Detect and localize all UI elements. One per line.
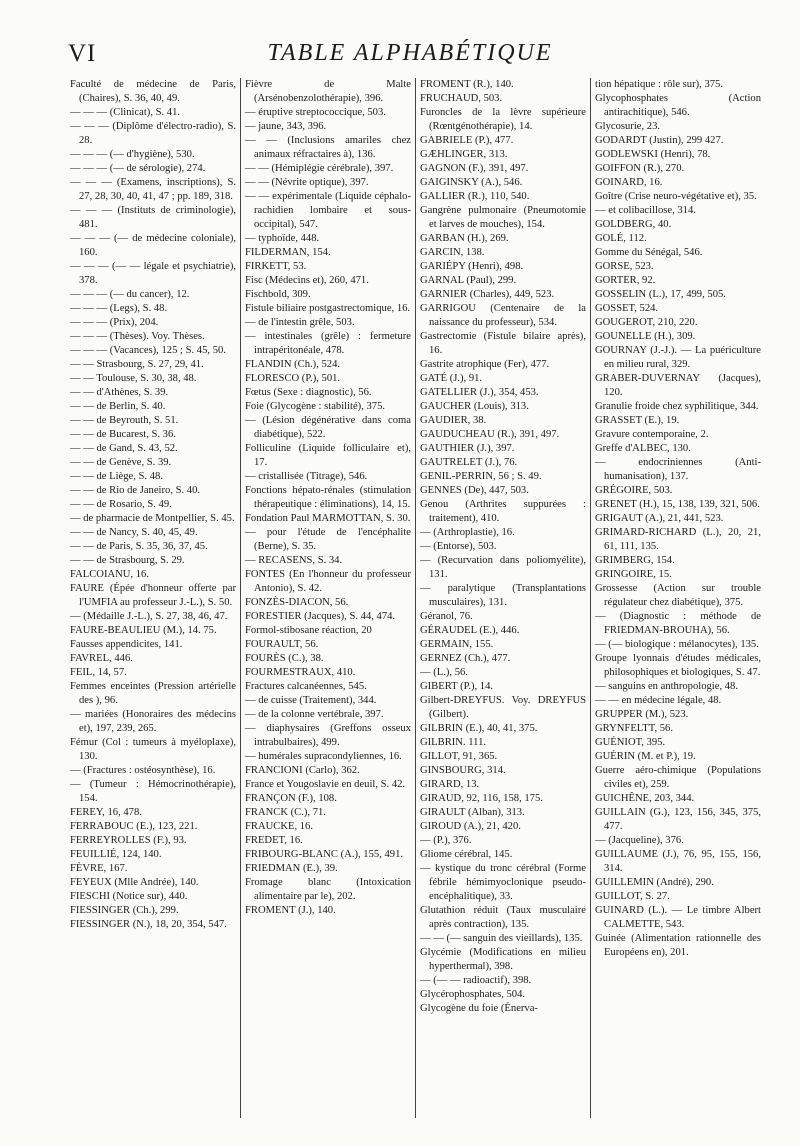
index-entry: GRÉGOIRE, 503. (595, 485, 673, 496)
index-entry: Guerre aéro-chimique (Populations civiles et), 259. (595, 765, 761, 790)
index-entry: FRIBOURG-BLANC (A.), 155, 491. (245, 849, 404, 860)
index-entry: GORSE, 523. (595, 261, 654, 272)
index-entry: GRYNFELTT, 56. (595, 723, 673, 734)
index-entry: GAIGINSKY (A.), 546. (420, 177, 523, 188)
index-entry: Fischbold, 309. (245, 289, 311, 300)
index-entry: FOURAULT, 56. (245, 639, 319, 650)
index-entry: — — de Gand, S. 43, 52. (70, 443, 178, 454)
index-entry: GORTER, 92. (595, 275, 656, 286)
index-entry: GÉRAUDEL (E.), 446. (420, 625, 520, 636)
index-entry: FIESSINGER (Ch.), 299. (70, 905, 179, 916)
index-entry: — — en médecine légale, 48. (595, 695, 722, 706)
index-entry: FILDERMAN, 154. (245, 247, 331, 258)
index-entry: Foie (Glycogène : stabilité), 375. (245, 401, 386, 412)
index-entry: Gastrite atrophique (Fer), 477. (420, 359, 550, 370)
index-entry: Furoncles de la lèvre supérieure (Rœntgénothérapie), 14. (420, 107, 586, 132)
index-entry: — (L.), 56. (420, 667, 468, 678)
index-entry: Fonctions hépato-rénales (stimulation thérapeutique : éliminations), 14, 15. (245, 485, 411, 510)
index-entry: — — (Névrite optique), 397. (245, 177, 369, 188)
index-entry: — endocriniennes (Anti-humanisation), 137. (595, 457, 761, 482)
index-entry: Gastrectomie (Fistule bilaire après), 16. (420, 331, 586, 356)
page-number: VI (68, 40, 97, 67)
index-entry: GOSSET, 524. (595, 303, 659, 314)
index-entry: — (Tumeur : Hémocrinothérapie), 154. (70, 779, 236, 804)
index-entry: GOLDBERG, 40. (595, 219, 672, 230)
index-entry: — humérales supracondyliennes, 16. (245, 751, 402, 762)
index-entry: FLORESCO (P.), 501. (245, 373, 341, 384)
index-entry: — — Strasbourg, S. 27, 29, 41. (70, 359, 204, 370)
index-entry: — — de Beyrouth, S. 51. (70, 415, 179, 426)
index-entry: GOURNAY (J.-J.). — La puériculture en milieu rural, 329. (595, 345, 761, 370)
index-entry: — — — (Legs), S. 48. (70, 303, 168, 314)
index-entry: Fondation Paul MARMOTTAN, S. 30. (245, 513, 411, 524)
index-entry: — — d'Athènes, S. 39. (70, 387, 169, 398)
index-entry: Formol-stibosane réaction, 20 (245, 625, 372, 636)
index-entry: Guinée (Alimentation rationnelle des Européens en), 201. (595, 933, 761, 958)
index-entry: — typhoïde, 448. (245, 233, 320, 244)
index-entry: — — — (Diplôme d'électro-radio), S. 28. (70, 121, 236, 146)
index-column-3 (415, 78, 590, 1118)
index-entry: Fièvre de Malte (Arsénobenzolothérapie), 396. (245, 79, 411, 104)
index-entry: GUINARD (L.). — Le timbre Albert CALMETTE, 543. (595, 905, 761, 930)
index-column-4 (590, 78, 765, 1118)
index-entry: Glutathion réduit (Taux musculaire après contraction), 135. (420, 905, 586, 930)
index-entry: — — — (Examens, inscriptions), S. 27, 28, 30, 40, 41, 47 ; pp. 189, 318. (70, 177, 236, 202)
index-entry: FEYEUX (Mlle Andrée), 140. (70, 877, 199, 888)
index-entry: GAUDUCHEAU (R.), 391, 497. (420, 429, 560, 440)
index-entry: GAUTRELET (J.), 76. (420, 457, 518, 468)
index-column-1 (70, 78, 240, 1118)
page-header (60, 40, 760, 80)
index-entry: — (— — radioactif), 398. (420, 975, 532, 986)
index-entry: Fractures calcanéennes, 545. (245, 681, 367, 692)
index-entry: — — de Rosario, S. 49. (70, 499, 172, 510)
index-entry: — — — (Clinicat), S. 41. (70, 107, 181, 118)
index-entry: GÆHLINGER, 313. (420, 149, 508, 160)
index-entry: FALCOIANU, 16. (70, 569, 149, 580)
index-entry: — — — (Thèses). Voy. Thèses. (70, 331, 205, 342)
index-entry: Femmes enceintes (Pression artérielle des ), 96. (70, 681, 236, 706)
index-entry: GERMAIN, 155. (420, 639, 494, 650)
page-title: TABLE ALPHABÉTIQUE (267, 40, 553, 66)
index-entry: GIBERT (P.), 14. (420, 681, 494, 692)
index-entry: Greffe d'ALBEC, 130. (595, 443, 691, 454)
index-entry: — éruptive streptococcique, 503. (245, 107, 386, 118)
index-entry: FRANCIONI (Carlo), 362. (245, 765, 360, 776)
index-entry: GOUNELLE (H.), 309. (595, 331, 696, 342)
index-entry: FAVREL, 446. (70, 653, 133, 664)
index-entry: Fœtus (Sexe : diagnostic), 56. (245, 387, 372, 398)
index-entry: Glycogène du foie (Énerva- (420, 1003, 538, 1014)
index-column-2 (240, 78, 415, 1118)
index-entry: GRASSET (E.), 19. (595, 415, 680, 426)
index-entry: GIRAULT (Alban), 313. (420, 807, 525, 818)
index-entry: FÈVRE, 167. (70, 863, 128, 874)
index-entry: GRIGAUT (A.), 21, 441, 523. (595, 513, 724, 524)
index-entry: FAURE-BEAULIEU (M.), 14. 75. (70, 625, 217, 636)
index-entry: — — — (— de médecine coloniale), 160. (70, 233, 236, 258)
index-entry: GENIL-PERRIN, 56 ; S. 49. (420, 471, 542, 482)
index-entry: — (Entorse), 503. (420, 541, 497, 552)
index-entry: — (Recurvation dans poliomyélite), 131. (420, 555, 586, 580)
index-entry: Grossesse (Action sur trouble régulateur chez diabétique), 375. (595, 583, 761, 608)
index-entry: Glycophosphates (Action antirachitique), 546. (595, 93, 761, 118)
index-entry: GOLÉ, 112. (595, 233, 647, 244)
index-entry: GARNAL (Paul), 299. (420, 275, 517, 286)
index-entry: GENNES (De), 447, 503. (420, 485, 529, 496)
index-entry: — paralytique (Transplantations musculaires), 131. (420, 583, 586, 608)
index-entry: — sanguins en anthropologie, 48. (595, 681, 738, 692)
index-entry: — — (Inclusions amariles chez animaux réfractaires à), 136. (245, 135, 411, 160)
index-entry: GATELLIER (J.), 354, 453. (420, 387, 539, 398)
index-entry: — — — (— de sérologie), 274. (70, 163, 206, 174)
index-entry: Glycosurie, 23. (595, 121, 661, 132)
index-entry: Fisc (Médecins et), 260, 471. (245, 275, 369, 286)
index-entry: FOURMESTRAUX, 410. (245, 667, 356, 678)
index-entry: Gravure contemporaine, 2. (595, 429, 709, 440)
index-entry: GUICHÊNE, 203, 344. (595, 793, 695, 804)
index-entry: GAUCHER (Louis), 313. (420, 401, 529, 412)
index-entry: — (Lésion dégénérative dans coma diabétique), 522. (245, 415, 411, 440)
index-entry: — — de Berlin, S. 40. (70, 401, 166, 412)
index-entry: GOUGEROT, 210, 220. (595, 317, 698, 328)
index-entry: Folliculine (Liquide folliculaire et), 17. (245, 443, 411, 468)
index-entry: FEREY, 16, 478. (70, 807, 142, 818)
index-entry: — RECASENS, S. 34. (245, 555, 343, 566)
index-entry: — — — (Vacances), 125 ; S. 45, 50. (70, 345, 226, 356)
index-entry: — de la colonne vertébrale, 397. (245, 709, 384, 720)
index-entry: FRANCK (C.), 71. (245, 807, 326, 818)
index-entry: — — — (Instituts de criminologie), 481. (70, 205, 236, 230)
index-entry: GIROUD (A.), 21, 420. (420, 821, 521, 832)
index-entry: Fémur (Col : tumeurs à myéloplaxe), 130. (70, 737, 236, 762)
index-entry: — pour l'étude de l'encéphalite (Berne), S. 35. (245, 527, 411, 552)
index-entry: — — expérimentale (Liquide céphalo-rachidien lombaire et sous-occipital), 547. (245, 191, 411, 230)
index-entry: FOURÈS (C.), 38. (245, 653, 324, 664)
index-entry: Fromage blanc (Intoxication alimentaire par le), 202. (245, 877, 411, 902)
index-entry: — — de Rio de Janeiro, S. 40. (70, 485, 201, 496)
index-entry: FROMENT (R.), 140. (420, 79, 514, 90)
index-entry: — (Arthroplastie), 16. (420, 527, 515, 538)
index-entry: GALLIER (R.), 110, 540. (420, 191, 530, 202)
index-entry: — mariées (Honoraires des médecins et), 197, 239, 265. (70, 709, 236, 734)
index-entry: GUILLOT, S. 27. (595, 891, 670, 902)
index-entry: GILLOT, 91, 365. (420, 751, 498, 762)
index-entry: — — (Hémiplégie cérébrale), 397. (245, 163, 394, 174)
index-entry: FLANDIN (Ch.), 524. (245, 359, 341, 370)
index-entry: FREDET, 16. (245, 835, 303, 846)
index-entry: GOINARD, 16. (595, 177, 663, 188)
index-entry: — — — (— du cancer), 12. (70, 289, 190, 300)
index-entry: GARNIER (Charles), 449, 523. (420, 289, 555, 300)
index-entry: — (P.), 376. (420, 835, 472, 846)
index-entry: GARBAN (H.), 269. (420, 233, 509, 244)
index-entry: GAUTHIER (J.), 397. (420, 443, 515, 454)
index-entry: GOSSELIN (L.), 17, 499, 505. (595, 289, 726, 300)
index-entry: Genou (Arthrites suppurées : traitement), 410. (420, 499, 586, 524)
index-entry: FERRABOUC (E.), 123, 221. (70, 821, 198, 832)
index-entry: — de pharmacie de Montpellier, S. 45. (70, 513, 235, 524)
index-entry: GRUPPER (M.), 523. (595, 709, 689, 720)
index-entry: — (Médaille J.-L.), S. 27, 38, 46, 47. (70, 611, 228, 622)
index-entry: France et Yougoslavie en deuil, S. 42. (245, 779, 406, 790)
index-entry: GABRIELE (P.), 477. (420, 135, 514, 146)
index-entry: FORESTIER (Jacques), S. 44, 474. (245, 611, 396, 622)
index-entry: GILBRIN. 111. (420, 737, 487, 748)
index-entry: FONZÈS-DIACON, 56. (245, 597, 349, 608)
index-entry: — (Diagnostic : méthode de FRIEDMAN-BROUHA), 56. (595, 611, 761, 636)
index-entry: GERNEZ (Ch.), 477. (420, 653, 511, 664)
index-entry: tion hépatique : rôle sur), 375. (595, 79, 723, 90)
index-entry: GUILLAUME (J.), 76, 95, 155, 156, 314. (595, 849, 761, 874)
index-entry: Glycémie (Modifications en milieu hyperthermal), 398. (420, 947, 586, 972)
index-entry: Goître (Crise neuro-végétative et), 35. (595, 191, 757, 202)
index-entry: — cristallisée (Titrage), 546. (245, 471, 368, 482)
index-entry: FRUCHAUD, 503. (420, 93, 503, 104)
index-entry: GATÉ (J.), 91. (420, 373, 483, 384)
index-entry: — — de Liège, S. 48. (70, 471, 163, 482)
index-entry: GUÉNIOT, 395. (595, 737, 666, 748)
index-entry: FEIL, 14, 57. (70, 667, 127, 678)
index-entry: Gilbert-DREYFUS. Voy. DREYFUS (Gilbert). (420, 695, 586, 720)
index-entry: — de l'intestin grêle, 503. (245, 317, 355, 328)
index-entry: GILBRIN (E.), 40, 41, 375. (420, 723, 538, 734)
index-entry: Fausses appendicites, 141. (70, 639, 183, 650)
index-entry: Faculté de médecine de Paris, (Chaires), S. 36, 40, 49. (70, 79, 236, 104)
index-entry: GRINGOIRE, 15. (595, 569, 672, 580)
index-entry: FEUILLIÉ, 124, 140. (70, 849, 162, 860)
index-entry: GINSBOURG, 314. (420, 765, 506, 776)
index-entry: Groupe lyonnais d'études médicales, philosophiques et biologiques, S. 47. (595, 653, 761, 678)
index-entry: GARIÉPY (Henri), 498. (420, 261, 524, 272)
index-entry: Granulie froide chez syphilitique, 344. (595, 401, 759, 412)
index-entry: GRENET (H.), 15, 138, 139, 321, 506. (595, 499, 760, 510)
index-entry: FONTES (En l'honneur du professeur Antonio), S. 42. (245, 569, 411, 594)
index-entry: GUILLAIN (G.), 123, 156, 345, 375, 477. (595, 807, 761, 832)
index-entry: GRIMBERG, 154. (595, 555, 675, 566)
index-entry: — — — (— d'hygiène), 530. (70, 149, 195, 160)
index-entry: — — de Bucarest, S. 36. (70, 429, 176, 440)
index-entry: GIRAUD, 92, 116, 158, 175. (420, 793, 543, 804)
index-entry: GODLEWSKI (Henri), 78. (595, 149, 711, 160)
index-entry: GODARDT (Justin), 299 427. (595, 135, 724, 146)
index-entry: — (Fractures : ostéosynthèse), 16. (70, 765, 216, 776)
index-entry: GOIFFON (R.), 270. (595, 163, 685, 174)
index-entry: FIESCHI (Notice sur), 440. (70, 891, 188, 902)
index-entry: FERREYROLLES (F.), 93. (70, 835, 187, 846)
index-entry: — — — (— — légale et psychiatrie), 378. (70, 261, 236, 286)
index-entry: — diaphysaires (Greffons osseux intrabulbaires), 499. (245, 723, 411, 748)
index-entry: — jaune, 343, 396. (245, 121, 327, 132)
index-entry: Gliome cérébral, 145. (420, 849, 513, 860)
index-entry: GRIMARD-RICHARD (L.), 20, 21, 61, 111, 135. (595, 527, 761, 552)
index-entry: — — de Nancy, S. 40, 45, 49. (70, 527, 198, 538)
index-entry: GUÉRIN (M. et P.), 19. (595, 751, 696, 762)
index-entry: Gangrène pulmonaire (Pneumotomie et larves de mouches), 154. (420, 205, 586, 230)
index-entry: Géranol, 76. (420, 611, 473, 622)
index-entry: GUILLEMIN (André), 290. (595, 877, 714, 888)
index-entry: FROMENT (J.), 140. (245, 905, 336, 916)
index-entry: — — Toulouse, S. 30, 38, 48. (70, 373, 197, 384)
index-entry: Glycérophosphates, 504. (420, 989, 526, 1000)
index-entry: GIRARD, 13. (420, 779, 480, 790)
index-entry: GAUDIER, 38. (420, 415, 487, 426)
index-entry: — kystique du tronc cérébral (Forme fébrile hémimyoclonique pseudo-encéphalitique), 33. (420, 863, 586, 902)
index-entry: — et colibacillose, 314. (595, 205, 696, 216)
index-entry: — (— biologique : mélanocytes), 135. (595, 639, 759, 650)
index-entry: — intestinales (grêle) : fermeture intrapéritonéale, 478. (245, 331, 411, 356)
index-entry: — — de Paris, S. 35, 36, 37, 45. (70, 541, 208, 552)
index-entry: FRANÇON (F.), 108. (245, 793, 337, 804)
index-entry: FIRKETT, 53. (245, 261, 307, 272)
index-entry: GRABER-DUVERNAY (Jacques), 120. (595, 373, 761, 398)
index-entry: — — — (Prix), 204. (70, 317, 159, 328)
index-entry: GAGNON (F.), 391, 497. (420, 163, 529, 174)
index-entry: FRIEDMAN (E.), 39. (245, 863, 338, 874)
index-entry: GARCIN, 138. (420, 247, 485, 258)
index-entry: FAURE (Épée d'honneur offerte par l'UMFIA au professeur J.-L.), S. 50. (70, 583, 236, 608)
index-entry: — — de Genève, S. 39. (70, 457, 172, 468)
index-entry: — — (— sanguin des vieillards), 135. (420, 933, 583, 944)
index-entry: — — de Strasbourg, S. 29. (70, 555, 185, 566)
index-entry: FIESSINGER (N.), 18, 20, 354, 547. (70, 919, 227, 930)
index-entry: FRAUCKE, 16. (245, 821, 313, 832)
index-entry: Gomme du Sénégal, 546. (595, 247, 703, 258)
index-columns (70, 78, 770, 1118)
index-entry: — de cuisse (Traitement), 344. (245, 695, 377, 706)
index-entry: — (Jacqueline), 376. (595, 835, 684, 846)
index-entry: Fistule biliaire postgastrectomique, 16. (245, 303, 411, 314)
index-entry: GARRIGOU (Centenaire de la naissance du professeur), 534. (420, 303, 586, 328)
